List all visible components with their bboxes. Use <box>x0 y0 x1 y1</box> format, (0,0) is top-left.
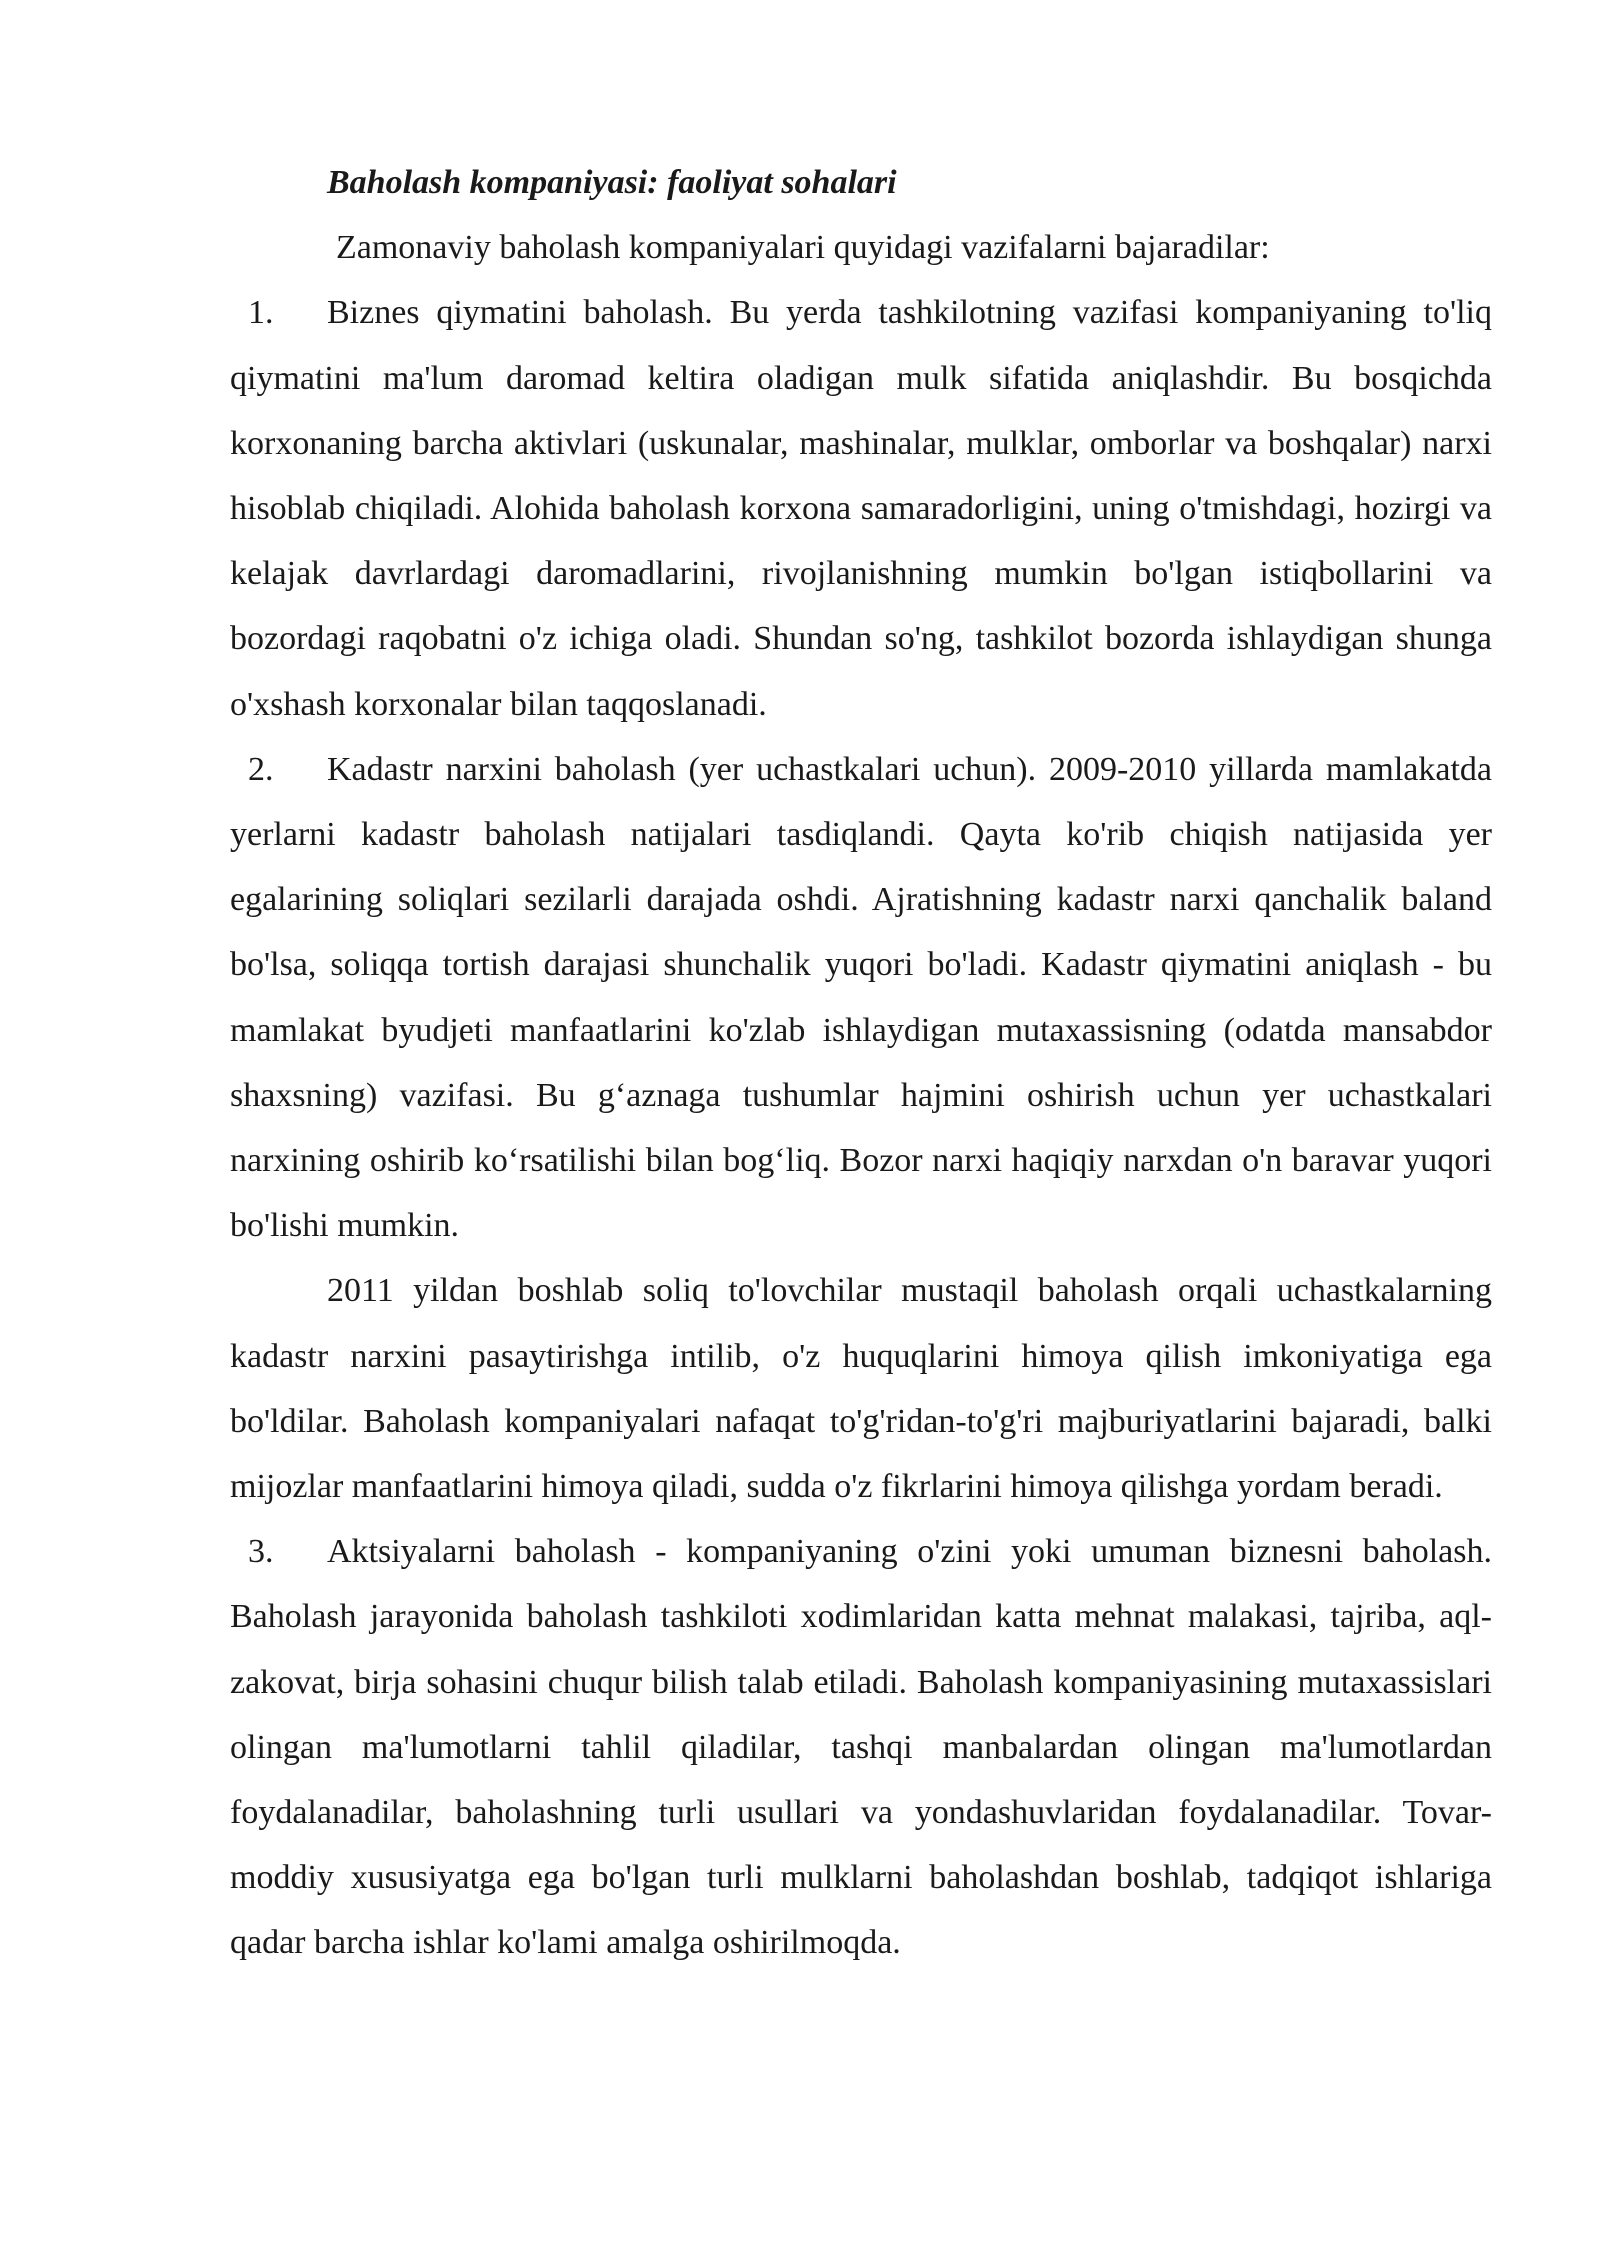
list-item-1 <box>230 280 1492 736</box>
list-item-number: 1. <box>248 294 274 332</box>
list-item-text: Kadastr narxini baholash (yer uchastkalari uchun). 2009-2010 yillarda mamlakatda yerlarni kadastr baholash natijalari tasdiqlandi. Qayta ko'rib chiqish natijasida yer egalarining soliqlari sezilarli darajada oshdi. Ajratishning kadastr narxi qanchalik baland bo'lsa, soliqqa tortish darajasi shunchalik yuqori bo'ladi. Kadastr qiymatini aniqlash - bu mamlakat byudjeti manfaatlarini ko'zlab ishlaydigan mutaxassisning (odatda mansabdor shaxsning) vazifasi. Bu g‘aznaga tushumlar hajmini oshirish uchun yer uchastkalari narxining oshirib ko‘rsatilishi bilan bog‘liq. Bozor narxi haqiqiy narxdan o'n baravar yuqori bo'lishi mumkin. <box>230 750 1492 1245</box>
intro-paragraph: Zamonaviy baholash kompaniyalari quyidagi vazifalarni bajaradilar: <box>336 229 1270 267</box>
list-item-number: 2. <box>248 750 274 788</box>
body-paragraph: 2011 yildan boshlab soliq to'lovchilar mustaqil baholash orqali uchastkalarning kadastr narxini pasaytirishga intilib, o'z huquqlarini himoya qilish imkoniyatiga ega bo'ldilar. Baholash kompaniyalari nafaqat to'g'ridan-to'g'ri majburiyatlarini bajaradi, balki mijozlar manfaatlarini himoya qiladi, sudda o'z fikrlarini himoya qilishga yordam beradi. <box>230 1272 1492 1506</box>
list-item-text: Biznes qiymatini baholash. Bu yerda tashkilotning vazifasi kompaniyaning to'liq qiymatini ma'lum daromad keltira oladigan mulk sifatida aniqlashdir. Bu bosqichda korxonaning barcha aktivlari (uskunalar, mashinalar, mulklar, omborlar va boshqalar) narxi hisoblab chiqiladi. Alohida baholash korxona samaradorligini, uning o'tmishdagi, hozirgi va kelajak davrlardagi daromadlarini, rivojlanishning mumkin bo'lgan istiqbollarini va bozordagi raqobatni o'z ichiga oladi. Shundan so'ng, tashkilot bozorda ishlaydigan shunga o'xshash korxonalar bilan taqqoslanadi. <box>230 294 1492 723</box>
list-item-3 <box>230 1519 1492 1975</box>
list-item-text: Aktsiyalarni baholash - kompaniyaning o'zini yoki umuman biznesni baholash. Baholash jarayonida baholash tashkiloti xodimlaridan katta mehnat malakasi, tajriba, aql-zakovat, birja sohasini chuqur bilish talab etiladi. Baholash kompaniyasining mutaxassislari olingan ma'lumotlarni tahlil qiladilar, tashqi manbalardan olingan ma'lumotlardan foydalanadilar, baholashning turli usullari va yondashuvlaridan foydalanadilar. Tovar-moddiy xususiyatga ega bo'lgan turli mulklarni baholashdan boshlab, tadqiqot ishlariga qadar barcha ishlar ko'lami amalga oshirilmoqda. <box>230 1533 1492 1962</box>
list-item-2 <box>230 737 1492 1259</box>
document-page <box>230 150 1492 1976</box>
document-title: Baholash kompaniyasi: faoliyat sohalari <box>327 164 897 201</box>
list-item-number: 3. <box>248 1533 274 1571</box>
